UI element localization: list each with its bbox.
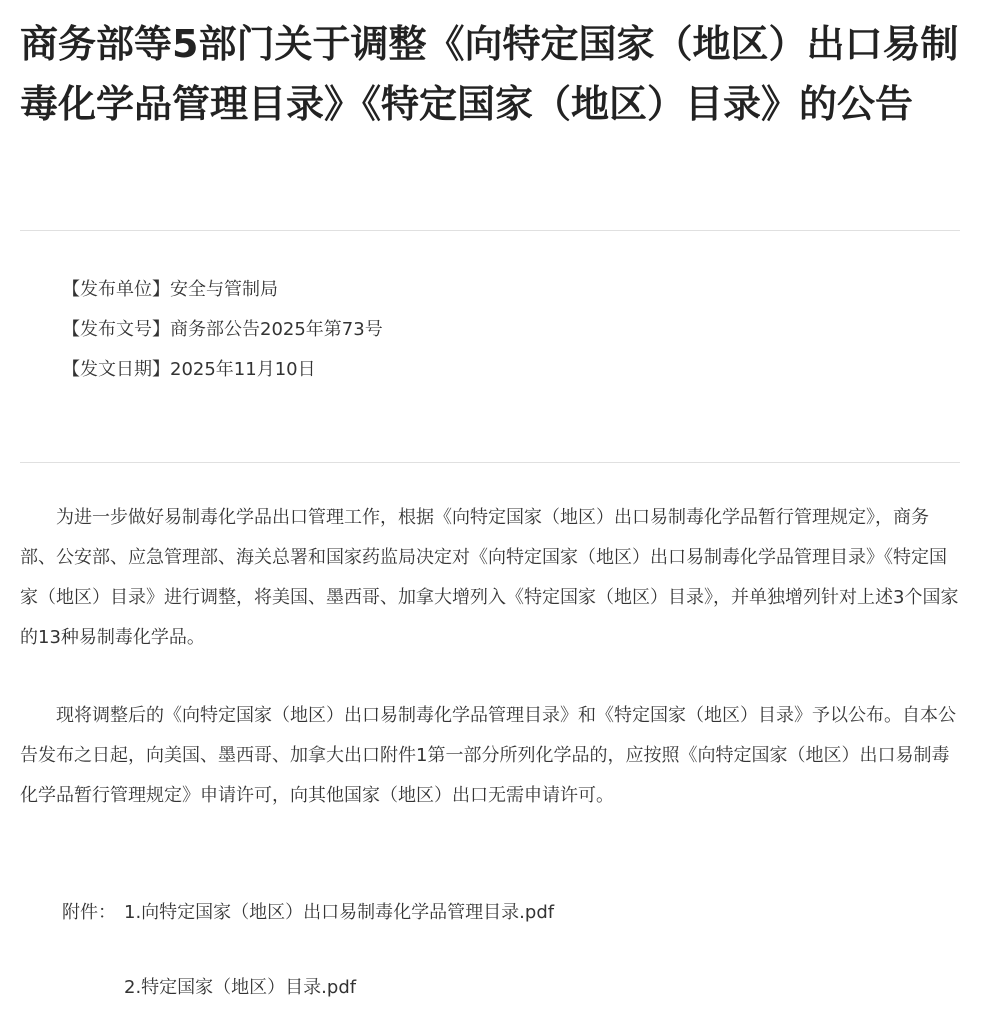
meta-doc-number: 【发布文号】商务部公告2025年第73号 [62, 319, 383, 340]
meta-publisher: 【发布单位】安全与管制局 [62, 279, 278, 300]
attachment-link-2[interactable]: 2.特定国家（地区）目录.pdf [124, 977, 357, 998]
meta-date: 【发文日期】2025年11月10日 [62, 359, 316, 380]
meta-info [62, 270, 383, 390]
body-paragraph-2 [20, 696, 960, 816]
attachments-label: 附件： [62, 902, 116, 923]
article [20, 0, 960, 998]
paragraph: 现将调整后的《向特定国家（地区）出口易制毒化学品管理目录》和《特定国家（地区）目录》予以公布。自本公告发布之日起，向美国、墨西哥、加拿大出口附件1第一部分所列化学品的，应按照《向特定国家（地区）出口易制毒化学品暂行管理规定》申请许可，向其他国家（地区）出口无需申请许可。 [20, 705, 956, 806]
meta-divider [20, 462, 960, 463]
attachment-link-1[interactable]: 1.向特定国家（地区）出口易制毒化学品管理目录.pdf [124, 902, 555, 923]
title-divider [20, 230, 960, 231]
paragraph: 为进一步做好易制毒化学品出口管理工作，根据《向特定国家（地区）出口易制毒化学品暂行管理规定》，商务部、公安部、应急管理部、海关总署和国家药监局决定对《向特定国家（地区）出口易制毒化学品管理目录》《特定国家（地区）目录》进行调整，将美国、墨西哥、加拿大增列入《特定国家（地区）目录》，并单独增列针对上述3个国家的13种易制毒化学品。 [20, 507, 959, 648]
page-title: 商务部等5部门关于调整《向特定国家（地区）出口易制毒化学品管理目录》《特定国家（地区）目录》的公告 [20, 22, 959, 126]
body-paragraph-1 [20, 498, 960, 658]
